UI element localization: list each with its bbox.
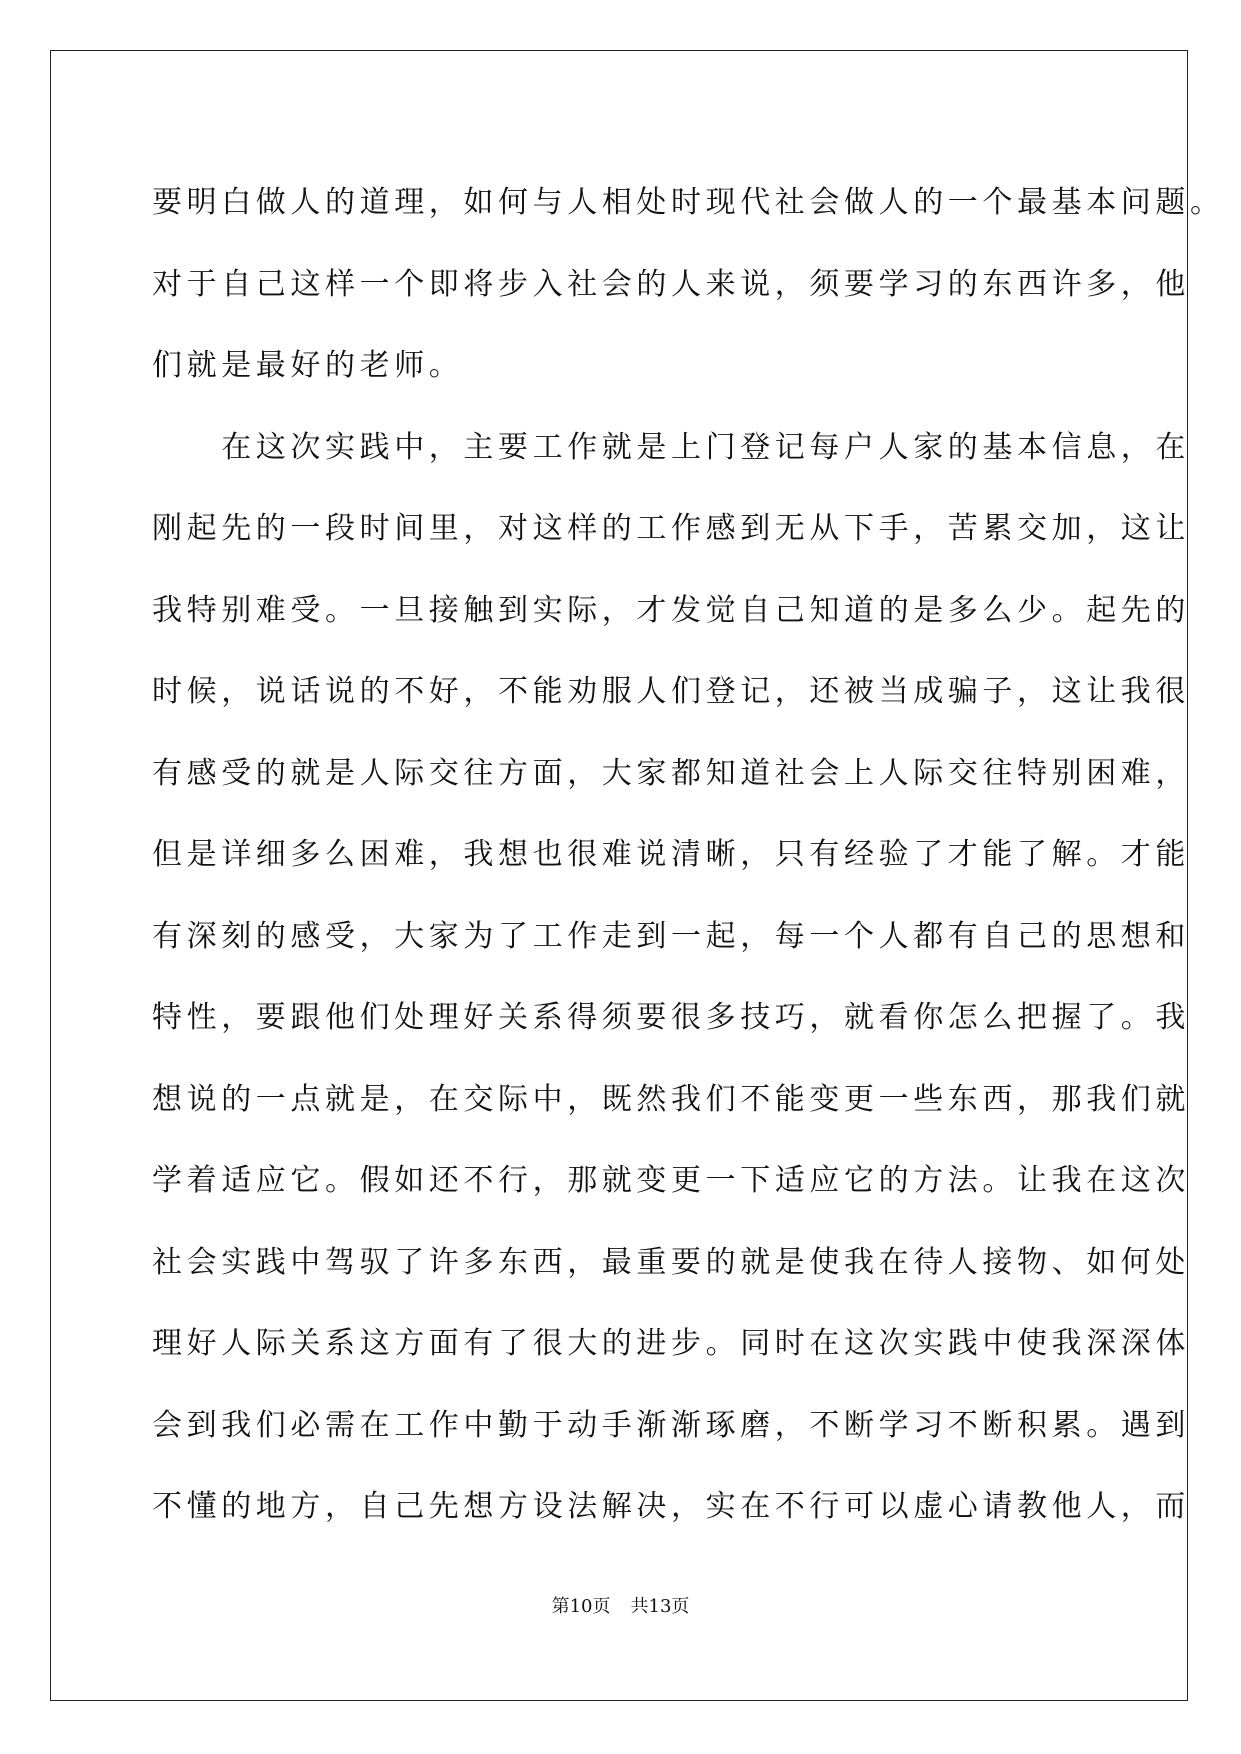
text-line: 社会实践中驾驭了许多东西，最重要的就是使我在待人接物、如何处 — [152, 1244, 1190, 1280]
text-line: 会到我们必需在工作中勤于动手渐渐琢磨，不断学习不断积累。遇到 — [152, 1407, 1190, 1443]
body-text — [152, 162, 1225, 1548]
text-line: 有感受的就是人际交往方面，大家都知道社会上人际交往特别困难， — [152, 755, 1190, 791]
text-line: 不懂的地方，自己先想方设法解决，实在不行可以虚心请教他人，而 — [152, 1489, 1190, 1524]
paragraph-start-line: 在这次实践中，主要工作就是上门登记每户人家的基本信息，在 — [152, 429, 1190, 465]
text-line: 想说的一点就是，在交际中，既然我们不能变更一些东西，那我们就 — [152, 1081, 1190, 1117]
text-line: 要明白做人的道理，如何与人相处时现代社会做人的一个最基本问题。 — [152, 185, 1225, 220]
total-pages: 共13页 — [630, 1596, 690, 1617]
text-line: 但是详细多么困难，我想也很难说清晰，只有经验了才能了解。才能 — [152, 837, 1190, 872]
text-line: 对于自己这样一个即将步入社会的人来说，须要学习的东西许多，他 — [152, 266, 1190, 302]
text-line: 特性，要跟他们处理好关系得须要很多技巧，就看你怎么把握了。我 — [152, 1000, 1190, 1035]
text-line: 理好人际关系这方面有了很大的进步。同时在这次实践中使我深深体 — [152, 1326, 1190, 1361]
text-line: 刚起先的一段时间里，对这样的工作感到无从下手，苦累交加，这让 — [152, 511, 1190, 546]
text-line: 们就是最好的老师。 — [152, 348, 464, 383]
text-line: 学着适应它。假如还不行，那就变更一下适应它的方法。让我在这次 — [152, 1163, 1190, 1198]
current-page-number: 第10页 — [551, 1596, 611, 1617]
text-line: 我特别难受。一旦接触到实际，才发觉自己知道的是多么少。起先的 — [152, 592, 1190, 628]
text-line: 时候，说话说的不好，不能劝服人们登记，还被当成骗子，这让我很 — [152, 674, 1190, 709]
text-line: 有深刻的感受，大家为了工作走到一起，每一个人都有自己的思想和 — [152, 918, 1190, 954]
page-footer — [0, 1595, 1241, 1619]
